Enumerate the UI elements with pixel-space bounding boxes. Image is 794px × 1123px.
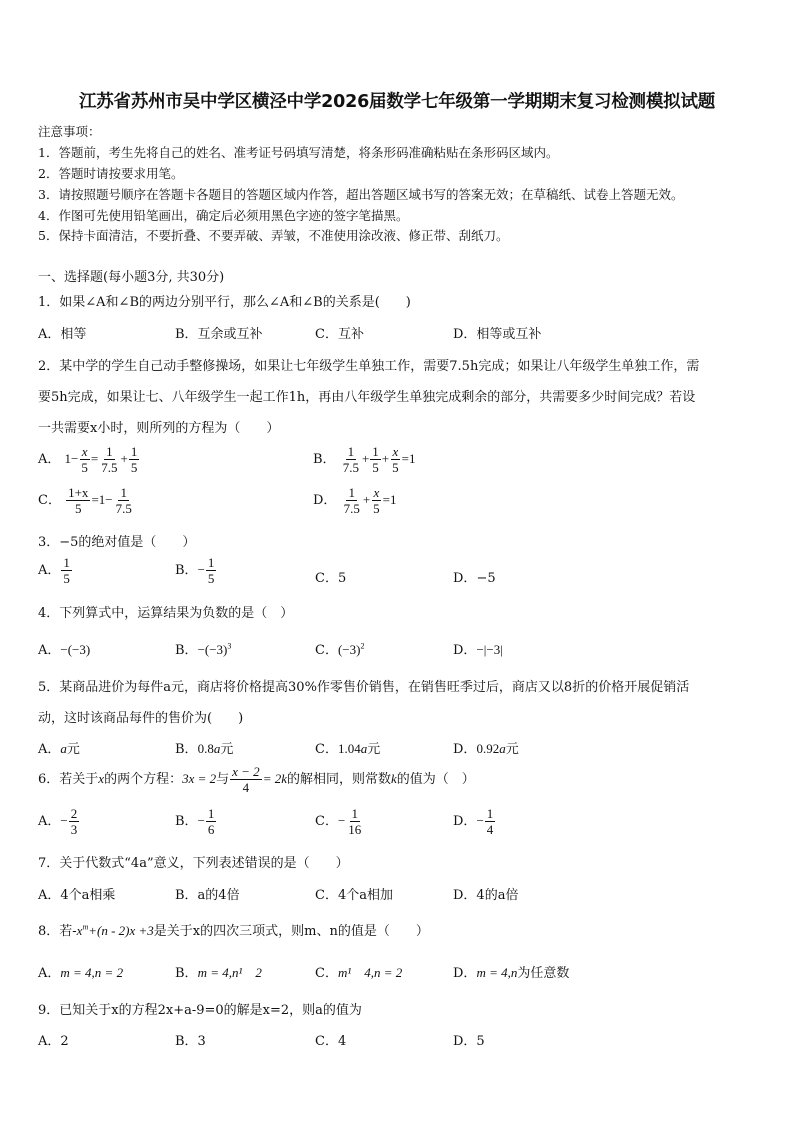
question-8-stem: 8．若$-x^m+(n - 2)x +3$是关于x的四次三项式，则m、n的值是（ ） <box>38 922 429 939</box>
q5-option-c: C．1.04a元 <box>315 741 381 757</box>
option-label: D． <box>453 643 477 658</box>
section-heading: 一、选择题(每小题3分, 共30分) <box>38 270 225 285</box>
q8-option-a: A．m = 4,n = 2 <box>38 965 124 981</box>
q9-option-d: D．5 <box>453 1034 485 1049</box>
q4-option-a: A．−(−3) <box>38 642 91 658</box>
q8-option-b: B．m = 4,n¹ 2 <box>175 965 262 981</box>
question-2-line-3: 一共需要x小时，则所列的方程为（ ） <box>38 421 280 436</box>
option-label: B． <box>175 742 198 757</box>
fraction: $\frac{1}{16}$ <box>348 806 362 837</box>
fraction: $\frac{1}{4}$ <box>486 806 494 837</box>
q1-option-b: B．互余或互补 <box>175 327 263 342</box>
option-label: B． <box>175 563 198 578</box>
exam-title: 江苏省苏州市吴中学区横泾中学2026届数学七年级第一学期期末复习检测模拟试题 <box>78 92 716 112</box>
option-label: D． <box>453 742 477 757</box>
option-label: C． <box>315 814 338 829</box>
notice-item: 3．请按照题号顺序在答题卡各题目的答题区域内作答，超出答题区域书写的答案无效；在草稿纸、试卷上答题无效。 <box>38 187 684 202</box>
question-7-stem: 7．关于代数式“4a”意义，下列表述错误的是（ ） <box>38 856 349 871</box>
option-label: A． <box>38 742 61 757</box>
q4-option-b: B．$-(-3)^3$ <box>175 641 232 658</box>
notice-item: 1．答题前，考生先将自己的姓名、准考证号码填写清楚，将条形码准确粘贴在条形码区域内。 <box>38 145 559 160</box>
notice-item: 4．作图可先使用铅笔画出，确定后必须用黑色字迹的签字笔描黑。 <box>38 208 409 223</box>
q5-option-a: A．a元 <box>38 741 80 757</box>
question-1-stem: 1．如果∠A和∠B的两边分别平行，那么∠A和∠B的关系是( ) <box>38 295 411 310</box>
fraction: $\frac{2}{3}$ <box>70 806 78 837</box>
q2-option-a: A． 1− $\frac{x}{5}$ = $\frac{1}{7.5}$ + $\frac{1}{5}$ <box>38 444 138 475</box>
option-label: A． <box>38 966 61 981</box>
option-label: C． <box>315 571 338 586</box>
q9-option-c: C．4 <box>315 1034 347 1049</box>
q7-option-d: D．4的a倍 <box>453 888 519 903</box>
question-3-stem: 3．−5的绝对值是（ ） <box>38 535 196 550</box>
fraction: $\frac{1}{5}$ <box>63 555 70 586</box>
q9-option-b: B．3 <box>175 1034 206 1049</box>
option-label: D． <box>453 571 477 586</box>
q2-option-d: D． $\frac{1}{7.5}$ + $\frac{x}{5}$ =1 <box>313 485 397 516</box>
option-label: C． <box>315 966 338 981</box>
fraction: $\frac{x}{5}$ <box>373 485 380 516</box>
fraction: $\frac{1}{5}$ <box>372 444 379 475</box>
q4-option-c: C．$(-3)^2$ <box>315 641 365 658</box>
q6-option-c: C．− $\frac{1}{16}$ <box>315 806 362 837</box>
q3-option-a <box>38 555 73 586</box>
question-9-stem: 9．已知关于x的方程2x+a-9=0的解是x=2，则a的值为 <box>38 1003 362 1018</box>
notice-header: 注意事项： <box>38 124 101 139</box>
question-2-line-2: 要5h完成，如果让七、八年级学生一起工作1h，再由八年级学生单独完成剩余的部分，共需要多少时间完成？若设 <box>38 390 696 405</box>
q7-option-c: C．4个a相加 <box>315 888 393 903</box>
question-6-stem: 6．若关于x的两个方程：3x = 2与 $\frac{x - 2}{4}$ = 2k的解相同，则常数k的值为（ ） <box>38 764 475 795</box>
q9-option-a: A．2 <box>38 1034 69 1049</box>
q1-option-c: C．互补 <box>315 327 364 342</box>
q4-option-d: D．−|−3| <box>453 642 503 658</box>
option-label: D． <box>453 966 477 981</box>
option-label: B． <box>175 814 198 829</box>
q1-option-a: A．相等 <box>38 327 87 342</box>
option-label: B． <box>175 966 198 981</box>
option-label: B． <box>175 643 198 658</box>
option-label: A． <box>38 814 61 829</box>
fraction: $\frac{1}{7.5}$ <box>342 444 359 475</box>
q3-option-b: B．− $\frac{1}{5}$ <box>175 555 215 586</box>
q3-option-c: C．5 <box>315 571 347 586</box>
q8-option-d: D．m = 4,n为任意数 <box>453 965 570 981</box>
q6-option-b: B．− $\frac{1}{6}$ <box>175 806 215 837</box>
fraction: $\frac{x}{5}$ <box>81 444 88 475</box>
fraction: $\frac{1}{5}$ <box>207 555 215 586</box>
fraction: $\frac{1}{7.5}$ <box>115 485 132 516</box>
question-5-line-2: 动，这时该商品每件的售价为( ) <box>38 711 244 726</box>
option-label: A． <box>38 563 61 578</box>
fraction: $\frac{1}{7.5}$ <box>343 485 360 516</box>
question-4-stem: 4．下列算式中，运算结果为负数的是（ ） <box>38 606 294 621</box>
fraction: $\frac{1}{6}$ <box>207 806 215 837</box>
q5-option-b: B．0.8a元 <box>175 741 234 757</box>
option-label: C． <box>38 493 61 508</box>
q2-option-b: B． $\frac{1}{7.5}$ + $\frac{1}{5}$ + $\frac{x}{5}$ =1 <box>313 444 416 475</box>
option-label: A． <box>38 643 61 658</box>
fraction: $\frac{x}{5}$ <box>392 444 399 475</box>
q8-option-c: C．m¹ 4,n = 2 <box>315 965 403 981</box>
q7-option-a: A．4个a相乘 <box>38 888 116 903</box>
q2-option-c: C． $\frac{1+x}{5}$ =1− $\frac{1}{7.5}$ <box>38 485 132 516</box>
question-2-line-1: 2．某中学的学生自己动手整修操场，如果让七年级学生单独工作，需要7.5h完成；如果让八年级学生单独工作，需 <box>38 359 700 374</box>
option-label: C． <box>315 742 338 757</box>
fraction: $\frac{x - 2}{4}$ <box>232 764 260 795</box>
q6-option-a: A．− $\frac{2}{3}$ <box>38 806 78 837</box>
q7-option-b: B．a的4倍 <box>175 888 240 903</box>
option-label: D． <box>313 493 337 508</box>
q5-option-d: D．0.92a元 <box>453 741 519 757</box>
option-label: A． <box>38 452 61 467</box>
option-label: D． <box>453 814 477 829</box>
option-label: C． <box>315 643 338 658</box>
option-label: B． <box>313 452 336 467</box>
fraction: $\frac{1+x}{5}$ <box>68 485 89 516</box>
fraction: $\frac{1}{7.5}$ <box>101 444 118 475</box>
q6-option-d: D．− $\frac{1}{4}$ <box>453 806 494 837</box>
q3-option-d: D．−5 <box>453 571 496 586</box>
question-5-line-1: 5．某商品进价为每件a元，商店将价格提高30%作零售价销售，在销售旺季过后，商店又以8折的价格开展促销活 <box>38 680 690 695</box>
notice-item: 2．答题时请按要求用笔。 <box>38 166 184 181</box>
notice-item: 5．保持卡面清洁，不要折叠、不要弄破、弄皱，不准使用涂改液、修正带、刮纸刀。 <box>38 228 509 243</box>
q1-option-d: D．相等或互补 <box>453 327 542 342</box>
fraction: $\frac{1}{5}$ <box>130 444 138 475</box>
